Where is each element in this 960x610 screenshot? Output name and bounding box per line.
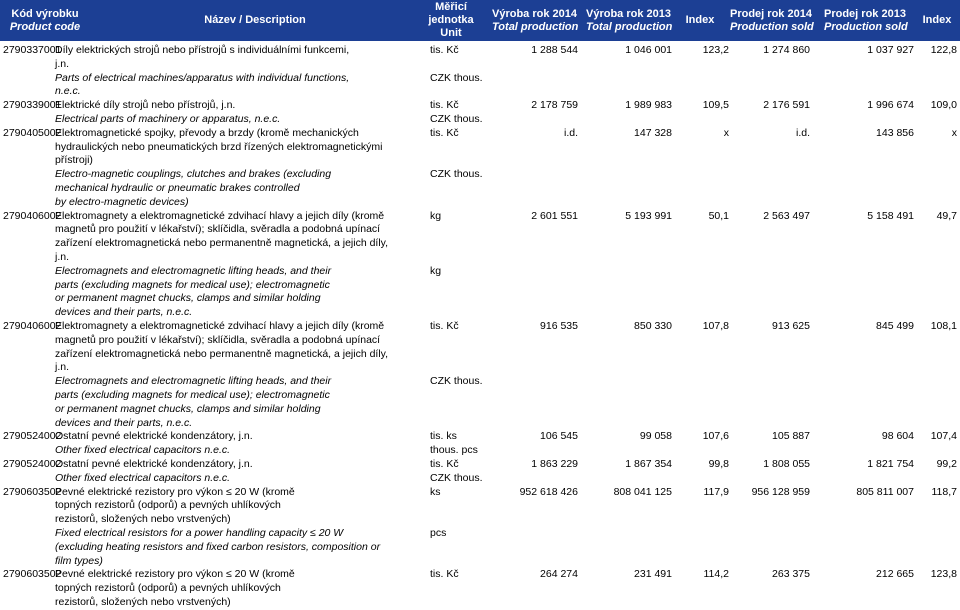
product-description bbox=[55, 99, 427, 127]
description-en-line: or permanent magnet chucks, clamps and similar holding bbox=[55, 402, 321, 415]
sold-2013: 1 037 927 bbox=[867, 44, 914, 56]
unit-cz: tis. Kč bbox=[430, 568, 459, 581]
header-index2-label: Index bbox=[922, 14, 952, 26]
description-cz-line: přístroji) bbox=[55, 154, 93, 167]
table-row bbox=[0, 320, 960, 430]
sold-2014: i.d. bbox=[795, 126, 810, 139]
header-unit-l1: Měřicí bbox=[435, 1, 467, 13]
production-index: x bbox=[723, 126, 729, 139]
description-cz-line: rezistorů, složených nebo vrstvených) bbox=[55, 513, 231, 526]
description-en-line: parts (excluding magnets for medical use); electromagnetic bbox=[55, 388, 330, 401]
unit-en: CZK thous. bbox=[430, 471, 483, 484]
description-cz-line: zařízení elektromagnetická nebo permanentně magnetická, a jejich díly, bbox=[55, 237, 389, 250]
sold-index: 49,7 bbox=[936, 209, 957, 222]
description-en-line: Electro-magnetic couplings, clutches and brakes (excluding bbox=[55, 168, 332, 181]
sold-2014: 263 375 bbox=[772, 568, 810, 581]
header-code-cz: Kód výrobku bbox=[11, 7, 79, 20]
description-cz-line: j.n. bbox=[55, 57, 70, 70]
unit-cz: tis. ks bbox=[430, 430, 457, 443]
sold-2013: 98 604 bbox=[881, 430, 914, 443]
product-code: 2790337001 bbox=[3, 44, 62, 56]
header-name-label: Název / Description bbox=[204, 14, 306, 26]
production-2013: 850 330 bbox=[634, 319, 672, 332]
header-sold14 bbox=[730, 0, 820, 41]
header-index1 bbox=[680, 0, 720, 41]
table-row bbox=[0, 99, 960, 127]
description-en-line: devices and their parts, n.e.c. bbox=[55, 416, 193, 429]
description-cz-line: topných rezistorů (odporů) a pevných uhlíkových bbox=[55, 499, 281, 512]
header-prod14 bbox=[492, 0, 582, 41]
sold-2014: 2 563 497 bbox=[763, 209, 810, 222]
table-row bbox=[0, 44, 960, 99]
unit-en: pcs bbox=[430, 526, 447, 539]
description-cz-line: Elektromagnety a elektromagnetické zdvihací hlavy a jejich díly (kromě bbox=[55, 319, 385, 332]
unit bbox=[430, 44, 490, 85]
table-row bbox=[0, 458, 960, 486]
product-code: 2790406002 bbox=[3, 209, 62, 222]
production-index: 107,6 bbox=[702, 430, 729, 443]
unit-en: CZK thous. bbox=[430, 71, 483, 84]
header-prod14-cz: Výroba rok 2014 bbox=[492, 7, 577, 20]
production-2014: 1 288 544 bbox=[531, 44, 578, 56]
description-cz-line: Pevné elektrické rezistory pro výkon ≤ 20 W (kromě bbox=[55, 568, 295, 581]
production-index: 99,8 bbox=[708, 457, 729, 470]
production-2013: 1 867 354 bbox=[625, 457, 672, 470]
description-cz-line: Pevné elektrické rezistory pro výkon ≤ 20 W (kromě bbox=[55, 485, 295, 498]
description-en-line: Electromagnets and electromagnetic lifting heads, and their bbox=[55, 264, 332, 277]
description-cz-line: rezistorů, složených nebo vrstvených) bbox=[55, 595, 231, 608]
header-sold14-cz: Prodej rok 2014 bbox=[730, 7, 812, 20]
sold-index: 109,0 bbox=[930, 99, 957, 112]
product-code: 2790405002 bbox=[3, 126, 62, 139]
table-row bbox=[0, 430, 960, 458]
description-en-line: Electrical parts of machinery or apparatus, n.e.c. bbox=[55, 112, 281, 125]
product-description bbox=[55, 568, 427, 609]
description-en-line: Parts of electrical machines/apparatus with individual functions, bbox=[55, 71, 350, 84]
sold-index: 107,4 bbox=[930, 430, 957, 443]
production-index: 109,5 bbox=[702, 99, 729, 112]
description-en-line: devices and their parts, n.e.c. bbox=[55, 306, 193, 319]
sold-index: x bbox=[951, 126, 957, 139]
product-code: 2790603502 bbox=[3, 485, 62, 498]
sold-index: 123,8 bbox=[930, 568, 957, 581]
table-body bbox=[0, 44, 960, 610]
unit-cz: tis. Kč bbox=[430, 126, 459, 139]
table-row bbox=[0, 210, 960, 320]
description-en-line: mechanical hydraulic or pneumatic brakes controlled bbox=[55, 181, 300, 194]
description-en-line: Other fixed electrical capacitors n.e.c. bbox=[55, 444, 231, 457]
description-cz-line: magnetů pro použití v lékařství); sklíčidla, svěradla a podobná upínací bbox=[55, 223, 381, 236]
product-description bbox=[55, 486, 427, 569]
product-description bbox=[55, 458, 427, 486]
product-code: 2790524002 bbox=[3, 457, 62, 470]
sold-2013: 845 499 bbox=[876, 319, 914, 332]
header-index1-label: Index bbox=[685, 14, 715, 26]
production-2014: 2 601 551 bbox=[531, 209, 578, 222]
unit-cz: tis. Kč bbox=[430, 99, 459, 112]
unit-cz: tis. Kč bbox=[430, 319, 459, 332]
sold-2013: 1 996 674 bbox=[867, 99, 914, 112]
unit bbox=[430, 127, 490, 182]
production-2014: 106 545 bbox=[540, 430, 578, 443]
sold-index: 108,1 bbox=[930, 319, 957, 332]
description-en-line: parts (excluding magnets for medical use); electromagnetic bbox=[55, 278, 330, 291]
sold-2013: 5 158 491 bbox=[867, 209, 914, 222]
sold-2014: 1 808 055 bbox=[763, 457, 810, 470]
description-cz-line: hydraulických nebo pneumatických brzd řízených elektromagnetickými bbox=[55, 140, 383, 153]
unit bbox=[430, 430, 490, 458]
header-prod13-cz: Výroba rok 2013 bbox=[586, 7, 671, 20]
sold-2013: 212 665 bbox=[876, 568, 914, 581]
header-index2 bbox=[914, 0, 960, 41]
sold-index: 118,7 bbox=[931, 485, 957, 498]
production-index: 50,1 bbox=[708, 209, 729, 222]
production-2014: 916 535 bbox=[540, 319, 578, 332]
production-2013: 99 058 bbox=[639, 430, 672, 443]
production-2013: 808 041 125 bbox=[613, 485, 672, 498]
unit bbox=[430, 99, 490, 127]
product-description bbox=[55, 127, 427, 210]
header-code-en: Product code bbox=[9, 20, 81, 33]
table-header bbox=[0, 0, 960, 41]
unit bbox=[430, 320, 490, 389]
description-cz-line: topných rezistorů (odporů) a pevných uhlíkových bbox=[55, 582, 281, 595]
product-description bbox=[55, 320, 427, 430]
unit bbox=[430, 210, 490, 279]
header-prod13-en: Total production bbox=[586, 20, 673, 33]
production-2013: 1 046 001 bbox=[625, 44, 672, 56]
description-en-line: Other fixed electrical capacitors n.e.c. bbox=[55, 471, 231, 484]
production-2013: 147 328 bbox=[634, 126, 672, 139]
sold-2014: 956 128 959 bbox=[751, 485, 810, 498]
product-description bbox=[55, 430, 427, 458]
sold-2014: 2 176 591 bbox=[763, 99, 810, 112]
description-cz-line: zařízení elektromagnetická nebo permanentně magnetická, a jejich díly, bbox=[55, 347, 389, 360]
description-en-line: by electro-magnetic devices) bbox=[55, 195, 189, 208]
unit-en: kg bbox=[430, 264, 442, 277]
production-2014: 952 618 426 bbox=[519, 485, 578, 498]
header-prod13 bbox=[586, 0, 676, 41]
description-cz-line: Ostatní pevné elektrické kondenzátory, j.n. bbox=[55, 457, 253, 470]
description-cz-line: Elektromagnety a elektromagnetické zdvihací hlavy a jejich díly (kromě bbox=[55, 209, 385, 222]
table-row bbox=[0, 486, 960, 569]
header-sold13 bbox=[824, 0, 914, 41]
production-index: 114,2 bbox=[703, 568, 729, 581]
header-unit-l3: Unit bbox=[440, 27, 462, 39]
product-code: 2790524002 bbox=[3, 430, 62, 443]
description-en-line: (excluding heating resistors and fixed carbon resistors, composition or bbox=[55, 540, 381, 553]
description-cz-line: magnetů pro použití v lékařství); sklíčidla, svěradla a podobná upínací bbox=[55, 333, 381, 346]
description-en-line: n.e.c. bbox=[55, 85, 81, 98]
header-prod14-en: Total production bbox=[492, 20, 579, 33]
unit-en: CZK thous. bbox=[430, 375, 483, 388]
description-en-line: Fixed electrical resistors for a power handling capacity ≤ 20 W bbox=[55, 526, 344, 539]
header-sold13-en: Production sold bbox=[824, 20, 908, 33]
table-row bbox=[0, 568, 960, 609]
header-unit bbox=[420, 0, 482, 41]
production-2014: 1 863 229 bbox=[531, 457, 578, 470]
production-2013: 1 989 983 bbox=[625, 99, 672, 112]
description-en-line: film types) bbox=[55, 554, 103, 567]
description-cz-line: Elektromagnetické spojky, převody a brzdy (kromě mechanických bbox=[55, 126, 359, 139]
unit-en: thous. pcs bbox=[430, 444, 478, 457]
production-index: 107,8 bbox=[702, 319, 729, 332]
product-code: 2790406002 bbox=[3, 319, 62, 332]
header-unit-l2: jednotka bbox=[428, 14, 474, 26]
unit bbox=[430, 458, 490, 486]
description-cz-line: j.n. bbox=[55, 250, 70, 263]
unit-cz: tis. Kč bbox=[430, 457, 459, 470]
sold-2013: 143 856 bbox=[876, 126, 914, 139]
product-description bbox=[55, 210, 427, 320]
sold-2014: 105 887 bbox=[772, 430, 810, 443]
sold-2014: 1 274 860 bbox=[763, 44, 810, 56]
unit bbox=[430, 568, 490, 582]
header-sold13-cz: Prodej rok 2013 bbox=[824, 7, 906, 20]
description-cz-line: Díly elektrických strojů nebo přístrojů s individuálními funkcemi, bbox=[55, 44, 350, 56]
description-en-line: Electromagnets and electromagnetic lifting heads, and their bbox=[55, 375, 332, 388]
unit-cz: tis. Kč bbox=[430, 44, 459, 56]
sold-index: 99,2 bbox=[936, 457, 957, 470]
production-2013: 231 491 bbox=[634, 568, 672, 581]
sold-2013: 805 811 007 bbox=[856, 485, 914, 498]
description-cz-line: Ostatní pevné elektrické kondenzátory, j.n. bbox=[55, 430, 253, 443]
table-row bbox=[0, 127, 960, 210]
production-index: 117,9 bbox=[703, 485, 729, 498]
production-2013: 5 193 991 bbox=[625, 209, 672, 222]
product-code: 2790339001 bbox=[3, 99, 62, 112]
header-sold14-en: Production sold bbox=[730, 20, 814, 33]
unit-cz: kg bbox=[430, 209, 442, 222]
description-en-line: or permanent magnet chucks, clamps and similar holding bbox=[55, 292, 321, 305]
unit-cz: ks bbox=[430, 485, 441, 498]
header-name bbox=[150, 0, 360, 41]
unit-en: CZK thous. bbox=[430, 168, 483, 181]
description-cz-line: j.n. bbox=[55, 361, 70, 374]
product-code: 2790603502 bbox=[3, 568, 62, 581]
header-code bbox=[0, 0, 90, 41]
sold-2013: 1 821 754 bbox=[867, 457, 914, 470]
product-description bbox=[55, 44, 427, 99]
unit bbox=[430, 486, 490, 541]
production-2014: i.d. bbox=[563, 126, 578, 139]
description-cz-line: Elektrické díly strojů nebo přístrojů, j.n. bbox=[55, 99, 236, 112]
sold-index: 122,8 bbox=[930, 44, 957, 56]
unit-en: CZK thous. bbox=[430, 112, 483, 125]
sold-2014: 913 625 bbox=[772, 319, 810, 332]
production-2014: 2 178 759 bbox=[531, 99, 578, 112]
production-index: 123,2 bbox=[702, 44, 729, 56]
production-2014: 264 274 bbox=[540, 568, 578, 581]
